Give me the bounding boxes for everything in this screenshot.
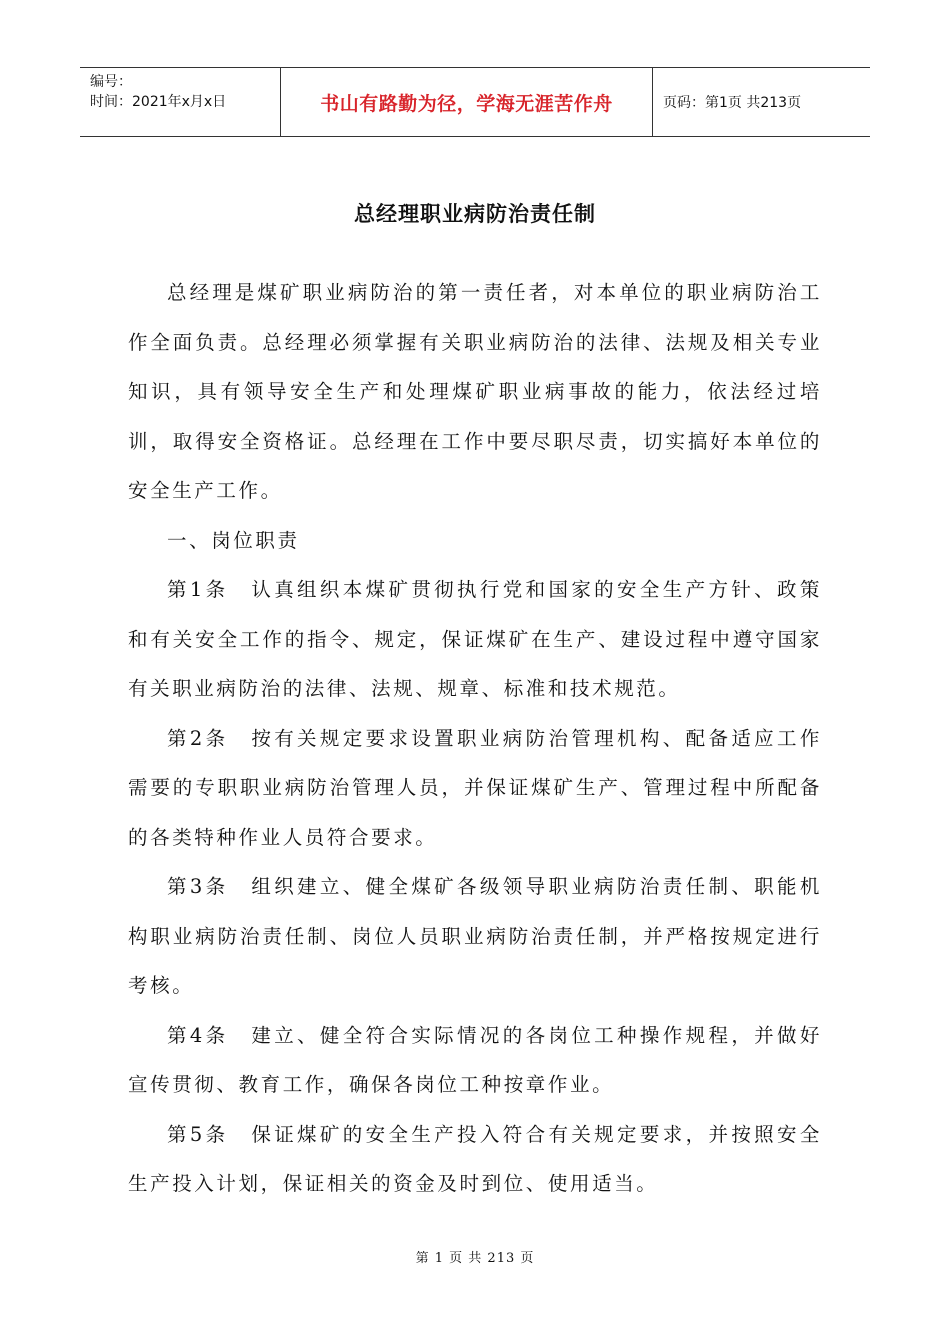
document-body — [128, 268, 822, 1209]
page-footer: 第 1 页 共 213 页 — [415, 1251, 535, 1266]
article-paragraph: 第2条 按有关规定要求设置职业病防治管理机构、配备适应工作需要的专职职业病防治管理人员，并保证煤矿生产、管理过程中所配备的各类特种作业人员符合要求。 — [128, 726, 822, 849]
intro-paragraph: 总经理是煤矿职业病防治的第一责任者，对本单位的职业病防治工作全面负责。总经理必须掌握有关职业病防治的法律、法规及相关专业知识，具有领导安全生产和处理煤矿职业病事故的能力，依法经过培训，取得安全资格证。总经理在工作中要尽职尽责，切实搞好本单位的安全生产工作。 — [128, 281, 822, 502]
time-label: 时间：2021年x月x日 — [90, 94, 227, 110]
page-info: 页码：第1页 共213页 — [663, 95, 802, 111]
article-paragraph: 第3条 组织建立、健全煤矿各级领导职业病防治责任制、职能机构职业病防治责任制、岗位人员职业病防治责任制，并严格按规定进行考核。 — [128, 875, 822, 997]
header-meta — [80, 68, 280, 136]
article-paragraph: 第4条 建立、健全符合实际情况的各岗位工种操作规程，并做好宣传贯彻、教育工作，确保各岗位工种按章作业。 — [128, 1023, 822, 1096]
section-heading: 一、岗位职责 — [167, 528, 300, 552]
article-paragraph: 第1条 认真组织本煤矿贯彻执行党和国家的安全生产方针、政策和有关安全工作的指令、规定，保证煤矿在生产、建设过程中遵守国家有关职业病防治的法律、法规、规章、标准和技术规范。 — [128, 578, 822, 700]
header-page-cell — [653, 68, 870, 136]
header-motto-cell — [280, 68, 653, 136]
number-label: 编号： — [90, 74, 132, 90]
document-header — [80, 67, 870, 137]
motto-text: 书山有路勤为径，学海无涯苦作舟 — [320, 92, 613, 115]
article-paragraph: 第5条 保证煤矿的安全生产投入符合有关规定要求，并按照安全生产投入计划，保证相关的资金及时到位、使用适当。 — [128, 1122, 822, 1195]
document-title: 总经理职业病防治责任制 — [354, 201, 596, 226]
